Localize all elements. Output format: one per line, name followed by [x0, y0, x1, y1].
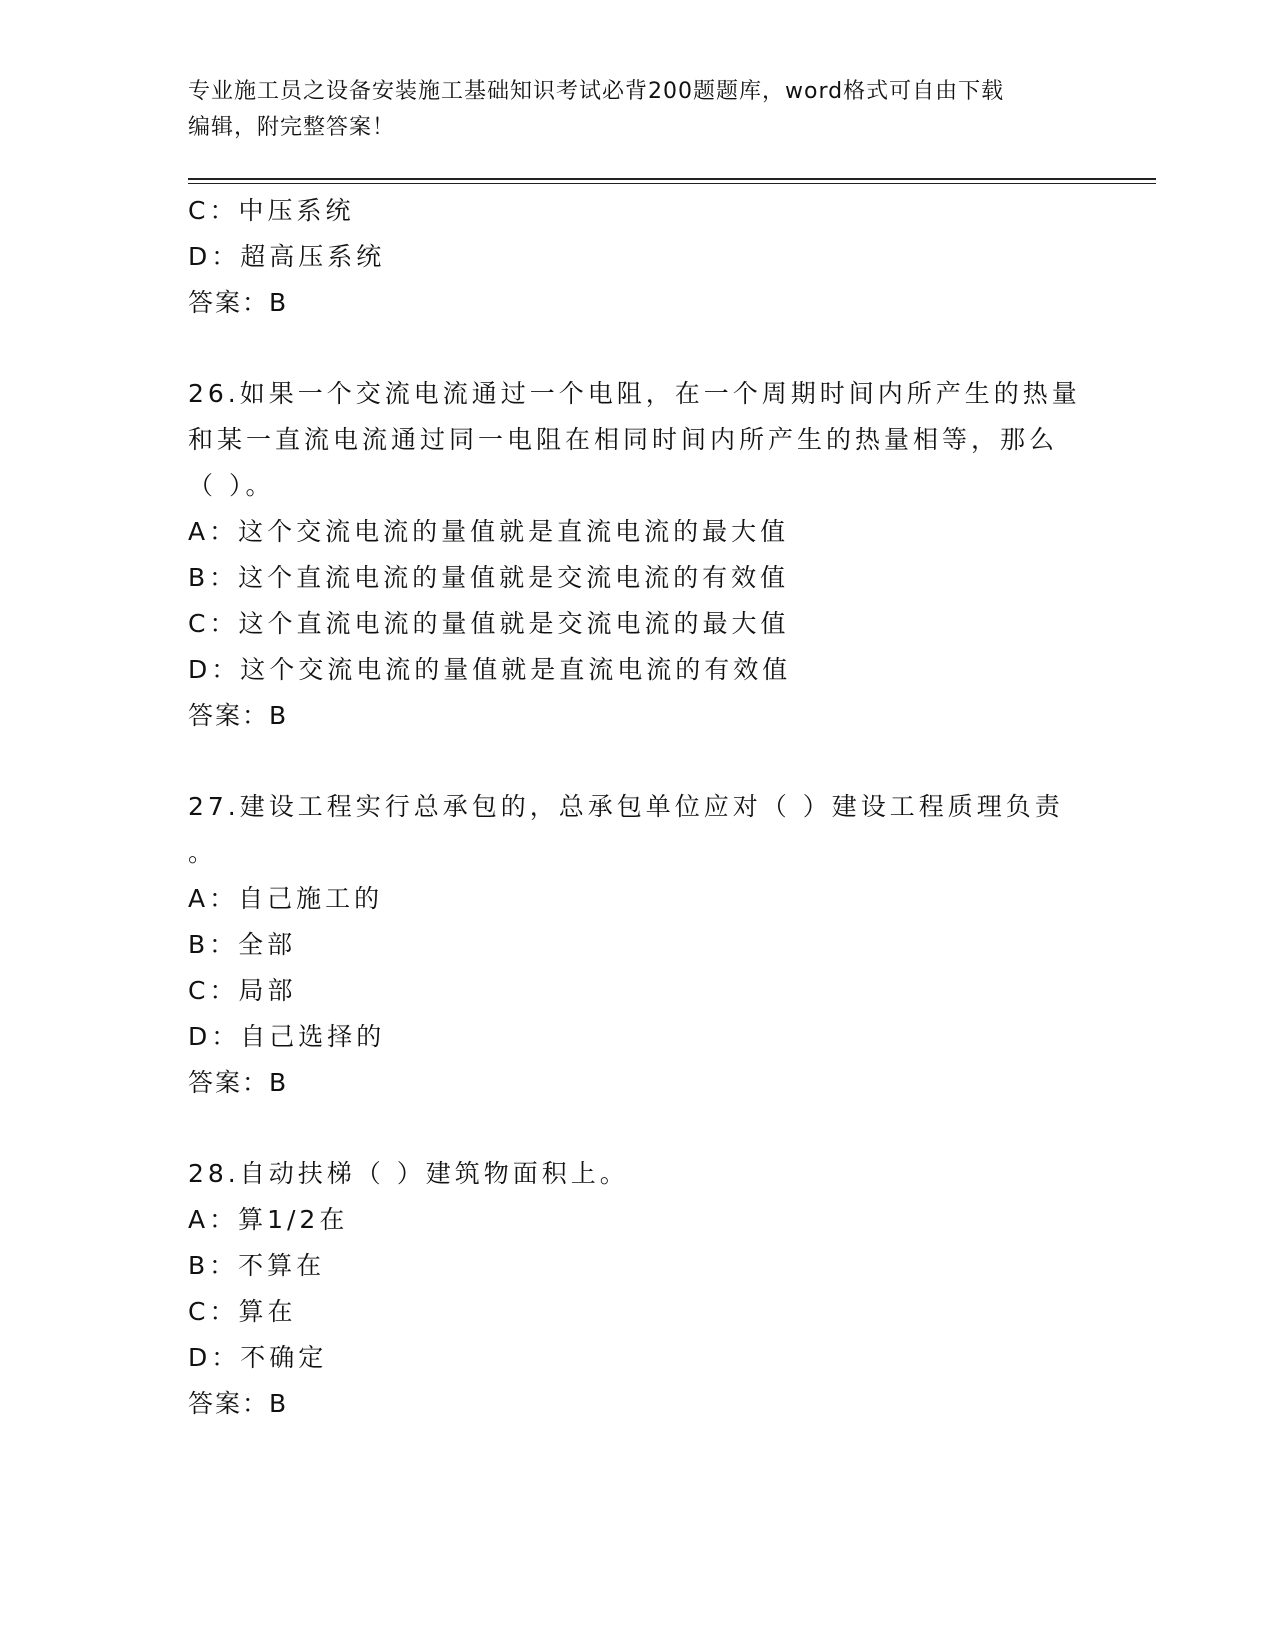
question-25-tail — [188, 188, 1088, 326]
option-d: D：自己选择的 — [188, 1022, 386, 1051]
question-stem-line: 27.建设工程实行总承包的，总承包单位应对（ ）建设工程质理负责 — [188, 792, 1064, 821]
answer-line: 答案：B — [188, 701, 289, 730]
question-27 — [188, 784, 1088, 1106]
option-b: B：全部 — [188, 930, 297, 959]
question-content — [188, 188, 1088, 1427]
option-b: B：不算在 — [188, 1251, 326, 1280]
spacer — [188, 326, 1088, 371]
option-c: C：算在 — [188, 1297, 297, 1326]
option-d: D：超高压系统 — [188, 242, 386, 271]
header-rule-thin — [188, 183, 1156, 184]
question-26 — [188, 371, 1088, 739]
option-b: B：这个直流电流的量值就是交流电流的有效值 — [188, 563, 790, 592]
option-a: A：这个交流电流的量值就是直流电流的最大值 — [188, 517, 790, 546]
spacer — [188, 739, 1088, 784]
answer-line: 答案：B — [188, 1068, 289, 1097]
option-d: D：不确定 — [188, 1343, 328, 1372]
question-stem-line: （ ）。 — [188, 471, 275, 500]
question-stem-line: 。 — [188, 838, 218, 867]
option-d: D：这个交流电流的量值就是直流电流的有效值 — [188, 655, 792, 684]
option-c: C：中压系统 — [188, 196, 355, 225]
answer-line: 答案：B — [188, 1389, 289, 1418]
header-line-2: 编辑，附完整答案！ — [188, 115, 396, 140]
option-c: C：这个直流电流的量值就是交流电流的最大值 — [188, 609, 790, 638]
question-stem-line: 和某一直流电流通过同一电阻在相同时间内所产生的热量相等，那么 — [188, 425, 1059, 454]
option-a: A：算1/2在 — [188, 1205, 349, 1234]
option-a: A：自己施工的 — [188, 884, 384, 913]
header-line-1: 专业施工员之设备安装施工基础知识考试必背200题题库，word格式可自由下载 — [188, 79, 1005, 104]
question-stem-line: 28.自动扶梯（ ）建筑物面积上。 — [188, 1159, 629, 1188]
option-c: C：局部 — [188, 976, 297, 1005]
header-rule-thick — [188, 178, 1156, 180]
spacer — [188, 1106, 1088, 1151]
question-stem-line: 26.如果一个交流电流通过一个电阻，在一个周期时间内所产生的热量 — [188, 379, 1081, 408]
answer-line: 答案：B — [188, 288, 289, 317]
question-28 — [188, 1151, 1088, 1427]
page-header — [188, 74, 1088, 146]
